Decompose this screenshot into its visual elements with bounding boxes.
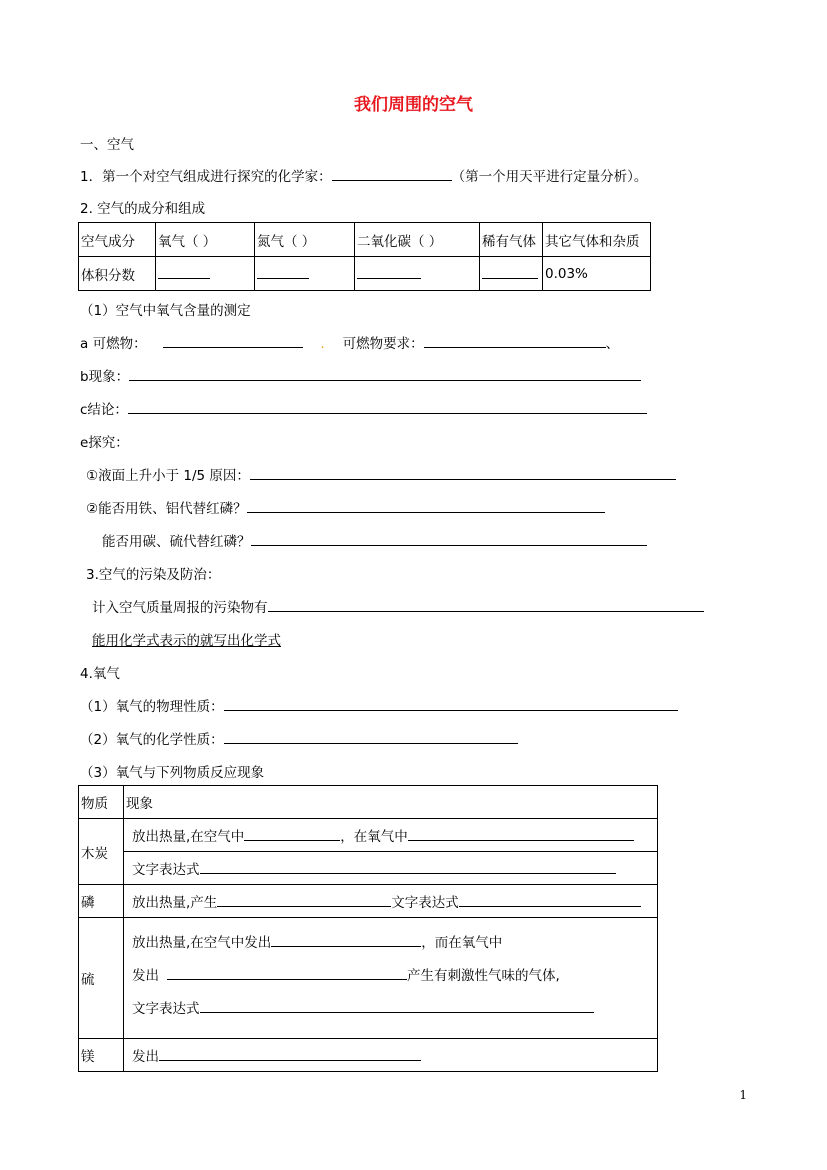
oxygen-reactions: （3）氧气与下列物质反应现象 (80, 765, 265, 781)
sulfur-emit-label: 发出 (132, 968, 159, 984)
air-table-header: 二氧化碳（ ） (355, 223, 480, 257)
question-4: 4.氧气 (80, 666, 120, 682)
air-table-cell (255, 257, 355, 291)
phosphorus-produce-label: 放出热量,产生 (132, 895, 218, 911)
charcoal-air-label: 放出热量,在空气中 (132, 829, 245, 845)
oxygen-chemical (80, 728, 518, 748)
line-a (80, 332, 619, 352)
oxygen-chemical-blank[interactable] (224, 729, 518, 744)
explore-3-blank[interactable] (251, 531, 647, 546)
line-a-end: 、 (605, 336, 620, 352)
air-table-row-label: 体积分数 (79, 257, 156, 291)
sulfur-air-blank[interactable] (271, 932, 421, 947)
pollutants-line (92, 596, 704, 616)
reaction-table (78, 785, 658, 1072)
pollutants-label: 计入空气质量周报的污染物有 (92, 600, 268, 616)
air-table-value-row (79, 257, 651, 291)
nitrogen-fraction-blank[interactable] (257, 264, 309, 279)
charcoal-cell-1 (124, 819, 658, 852)
magnesium-emit-label: 发出 (132, 1049, 159, 1065)
sulfur-line-3 (132, 993, 655, 1026)
charcoal-equation-blank[interactable] (200, 859, 616, 874)
charcoal-row-1 (79, 819, 658, 852)
magnesium-cell (124, 1039, 658, 1072)
line-e: e探究： (80, 435, 129, 451)
air-table-header: 氧气（ ） (156, 223, 255, 257)
question-3: 3.空气的污染及防治： (86, 567, 221, 583)
reaction-header-phenomenon: 现象 (124, 786, 658, 819)
explore-1-label: ①液面上升小于 1/5 原因： (86, 468, 250, 484)
line-a-mid: 可燃物要求： (342, 336, 424, 352)
sulfur-equation-label: 文字表达式 (132, 1001, 200, 1017)
explore-2-label: ②能否用铁、铝代替红磷？ (86, 501, 247, 517)
sulfur-emit-blank[interactable] (167, 965, 407, 980)
co2-fraction-blank[interactable] (357, 264, 421, 279)
page-number: 1 (739, 1088, 747, 1102)
charcoal-oxygen-blank[interactable] (408, 826, 634, 841)
magnesium-emit-blank[interactable] (159, 1046, 421, 1061)
explore-3-label: 能否用碳、硫代替红磷？ (102, 534, 251, 550)
pollutants-blank[interactable] (268, 597, 704, 612)
reaction-header-row (79, 786, 658, 819)
explore-2 (86, 497, 605, 517)
line-c-label: c结论： (80, 402, 128, 418)
question-2: 2. 空气的成分和组成 (80, 201, 206, 217)
sub-question-1: （1）空气中氧气含量的测定 (80, 303, 251, 319)
phosphorus-row (79, 885, 658, 918)
phenomenon-blank[interactable] (129, 366, 641, 381)
sulfur-oxygen-label: ，而在氧气中 (421, 935, 503, 951)
sulfur-equation-blank[interactable] (200, 998, 594, 1013)
air-table-header: 空气成分 (79, 223, 156, 257)
oxygen-chemical-label: （2）氧气的化学性质： (80, 732, 224, 748)
air-table-cell: 0.03% (543, 257, 651, 291)
phosphorus-label: 磷 (79, 885, 124, 918)
sulfur-line-1 (132, 927, 655, 960)
q1-prefix: 1．第一个对空气组成进行探究的化学家： (80, 169, 332, 185)
oxygen-fraction-blank[interactable] (158, 264, 210, 279)
line-c (80, 398, 647, 418)
section-heading-air: 一、空气 (80, 137, 134, 153)
sulfur-air-label: 放出热量,在空气中发出 (132, 935, 272, 951)
air-composition-table (78, 222, 651, 291)
formula-note: 能用化学式表示的就写出化学式 (92, 633, 281, 649)
oxygen-physical (80, 695, 678, 715)
air-table-header: 稀有气体 (480, 223, 543, 257)
q1-suffix: （第一个用天平进行定量分析）。 (451, 169, 648, 185)
air-table-cell (355, 257, 480, 291)
sulfur-gas-label: 产生有刺激性气味的气体, (407, 968, 560, 984)
conclusion-blank[interactable] (128, 399, 647, 414)
line-a-prefix: a 可燃物： (80, 336, 147, 352)
charcoal-equation-label: 文字表达式 (132, 862, 200, 878)
air-table-header: 氮气（ ） (255, 223, 355, 257)
sulfur-cell (124, 918, 658, 1039)
combustible-blank[interactable] (163, 333, 303, 348)
air-table-cell (156, 257, 255, 291)
sulfur-line-2 (132, 960, 655, 993)
dot-mark: . (320, 336, 325, 352)
air-table-cell (480, 257, 543, 291)
oxygen-physical-blank[interactable] (224, 696, 678, 711)
requirement-blank[interactable] (424, 333, 606, 348)
sulfur-row (79, 918, 658, 1039)
phosphorus-equation-label: 文字表达式 (391, 895, 459, 911)
sulfur-label: 硫 (79, 918, 124, 1039)
explore-2-blank[interactable] (247, 498, 605, 513)
explore-1 (86, 464, 676, 484)
reaction-header-substance: 物质 (79, 786, 124, 819)
line-b-label: b现象： (80, 369, 130, 385)
magnesium-row (79, 1039, 658, 1072)
rare-gas-fraction-blank[interactable] (482, 264, 538, 279)
charcoal-label: 木炭 (79, 819, 124, 885)
question-1 (80, 165, 647, 185)
explore-1-blank[interactable] (250, 465, 676, 480)
oxygen-physical-label: （1）氧气的物理性质： (80, 699, 224, 715)
page-title: 我们周围的空气 (354, 95, 473, 115)
explore-3 (102, 530, 647, 550)
charcoal-row-2 (79, 852, 658, 885)
phosphorus-cell (124, 885, 658, 918)
air-table-header: 其它气体和杂质 (543, 223, 651, 257)
charcoal-air-blank[interactable] (244, 826, 340, 841)
q1-blank[interactable] (332, 166, 452, 181)
charcoal-oxygen-label: ，在氧气中 (340, 829, 408, 845)
air-table-header-row (79, 223, 651, 257)
phosphorus-equation-blank[interactable] (459, 892, 641, 907)
magnesium-label: 镁 (79, 1039, 124, 1072)
line-b (80, 365, 641, 385)
charcoal-cell-2 (124, 852, 658, 885)
phosphorus-produce-blank[interactable] (217, 892, 391, 907)
